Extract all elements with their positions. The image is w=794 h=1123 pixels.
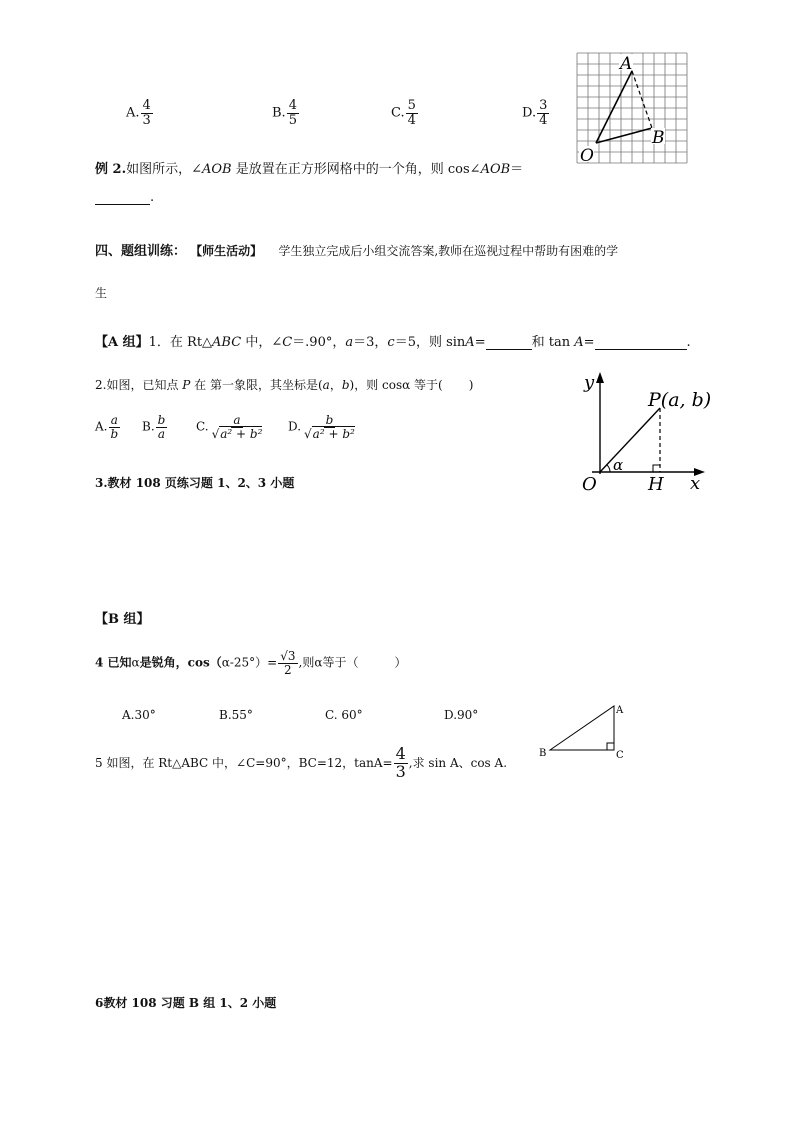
group-b-q5: 5 如图，在 Rt△ABC 中，∠C=90°，BC=12，tanA= $\frac{4}{3}$ ,求 sin A、cos A. [95,744,508,781]
example-2-answer-line: . [95,190,154,205]
label-a: A [616,705,624,716]
alpha-arc [607,465,610,472]
triangle-abc [550,706,614,750]
segment-op [600,408,660,472]
example-2: 例 2.如图所示，∠AOB 是放置在正方形网格中的一个角，则 cos∠AOB＝ [95,162,524,177]
line-ab [632,71,652,128]
q2-option-a: A. $\frac{a}{b}$ [95,413,119,441]
label-x: x [690,473,701,494]
q2-option-d: D. $\frac{b}{\text{√a² + b²}}$ [288,413,355,441]
y-axis-arrow [596,372,604,383]
q2-option-c: C. $\frac{a}{\text{√a² + b²}}$ [196,413,263,441]
section-4-continued: 生 [95,286,108,300]
coordinate-figure [572,366,712,496]
label-o: O [582,474,597,495]
group-a-q3: 3.教材 108 页练习题 1、2、3 小题 [95,476,295,490]
label-b: B [652,128,665,148]
ex1-option-d: D. $\frac{3}{4}$ [522,98,548,128]
triangle-figure [536,700,630,764]
label-o: O [580,146,594,166]
label-y: y [584,372,595,393]
label-c: C [616,750,624,761]
ex1-option-a: A. $\frac{4}{3}$ [126,98,151,128]
group-a-q1: 【A 组】1．在 Rt△ABC 中，∠C＝.90°，a＝3，c＝5，则 sinA= 和 tan A= . [95,335,691,350]
group-b-q6: 6教材 108 习题 B 组 1、2 小题 [95,996,277,1010]
label-a: A [620,54,633,74]
q4-option-d: D.90° [444,708,479,722]
grid-figure [572,50,692,166]
ex1-option-c: C. $\frac{5}{4}$ [391,98,416,128]
label-alpha: α [613,456,624,474]
right-angle-mark [653,465,660,472]
group-b-q4: 4 已知α是锐角，cos（α-25°）= $\frac{√3}{2}$ ,则α等于（ ） [95,649,407,677]
label-h: H [648,474,664,495]
label-b: B [539,748,547,759]
section-4-heading: 四、题组训练： 【师生活动】 学生独立完成后小组交流答案,教师在巡视过程中帮助有困难的学 [95,244,619,259]
ex1-option-b: B. $\frac{4}{5}$ [272,98,297,128]
line-oa [596,71,632,143]
group-b-label: 【B 组】 [95,612,150,627]
right-angle-c [607,743,614,750]
q4-option-b: B.55° [219,708,253,722]
q2-option-b: B. $\frac{b}{a}$ [142,413,166,441]
label-p: P(a, b) [648,389,712,411]
q4-option-a: A.30° [122,708,156,722]
q4-option-c: C. 60° [325,708,363,722]
group-a-q2: 2.如图，已知点 P 在 第一象限，其坐标是(a，b)，则 cosα 等于( ) [95,378,474,392]
